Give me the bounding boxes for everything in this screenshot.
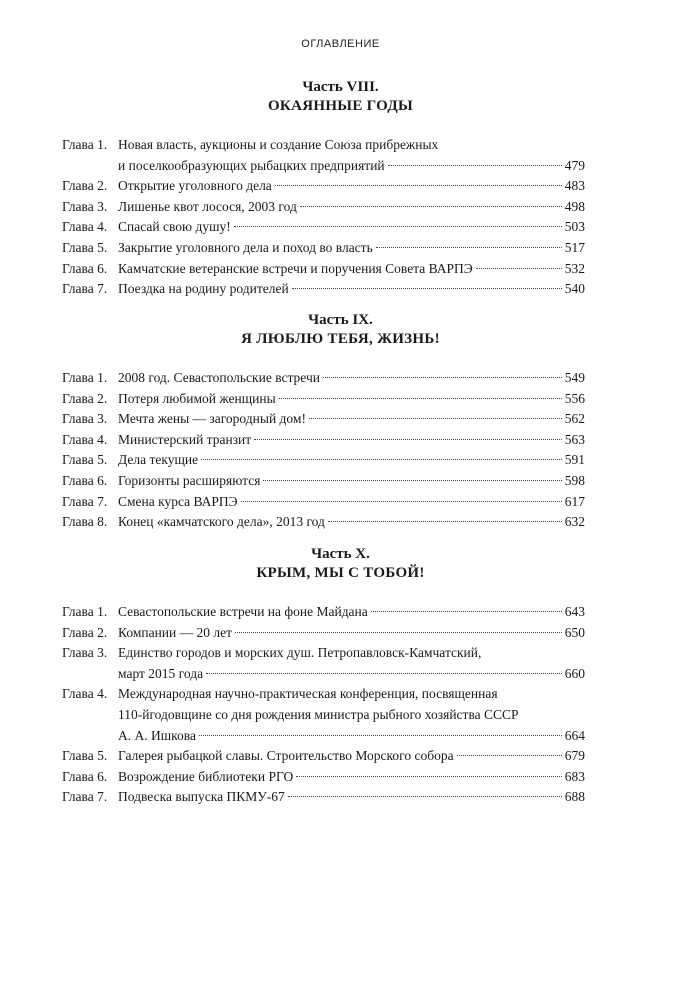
chapter-label: Глава 6. <box>62 260 108 276</box>
dot-leader <box>206 673 562 674</box>
dot-leader <box>323 377 562 378</box>
chapter-label: Глава 7. <box>62 493 108 509</box>
toc-entry-line[interactable] <box>0 135 681 156</box>
toc-entry-line[interactable] <box>0 197 681 218</box>
toc-entry[interactable] <box>118 726 585 747</box>
chapter-label: Глава 6. <box>62 768 108 784</box>
toc-entry[interactable] <box>62 492 585 513</box>
part-title: КРЫМ, МЫ С ТОБОЙ! <box>256 565 425 581</box>
page-number: 556 <box>564 390 585 406</box>
chapter-title: март 2015 года <box>118 665 204 681</box>
chapter-title: Галерея рыбацкой славы. Строительство Морского собора <box>118 748 454 764</box>
toc-entry-line[interactable] <box>0 259 681 280</box>
dot-leader <box>279 398 562 399</box>
page-number: 532 <box>564 260 585 276</box>
chapter-title: Новая власть, аукционы и создание Союза прибрежных <box>118 137 439 152</box>
part-heading <box>0 78 681 116</box>
toc-entry[interactable] <box>62 767 585 788</box>
chapter-title: Спасай свою душу! <box>118 219 231 235</box>
chapter-label: Глава 3. <box>62 645 108 661</box>
chapter-title: Потеря любимой женщины <box>118 390 276 406</box>
chapter-title: Горизонты расширяются <box>118 472 261 488</box>
dot-leader <box>201 459 562 460</box>
chapter-title: Камчатские ветеранские встречи и поручения Совета ВАРПЭ <box>118 260 473 276</box>
toc-entry-line[interactable] <box>0 176 681 197</box>
part-number: Часть IX. <box>308 312 373 328</box>
toc-part <box>0 311 681 533</box>
page-number: 503 <box>564 219 585 235</box>
page-number: 650 <box>564 624 585 640</box>
dot-leader <box>235 632 562 633</box>
toc-entry[interactable] <box>62 787 585 808</box>
page-number: 479 <box>564 157 585 173</box>
page-number: 562 <box>564 411 585 427</box>
page-number: 643 <box>564 604 585 619</box>
toc-part <box>0 545 681 808</box>
toc-entry[interactable] <box>62 623 585 644</box>
page-number: 598 <box>564 472 585 488</box>
chapter-label: Глава 5. <box>62 239 108 255</box>
dot-leader <box>457 755 562 756</box>
chapter-label: Глава 8. <box>62 514 108 530</box>
dot-leader <box>292 288 562 289</box>
page-number: 632 <box>564 514 585 530</box>
toc-entry[interactable] <box>62 450 585 471</box>
chapter-label: Глава 4. <box>62 219 108 235</box>
toc-entry-line[interactable] <box>0 602 681 623</box>
chapter-title: Подвеска выпуска ПКМУ-67 <box>118 789 285 805</box>
running-head: ОГЛАВЛЕНИЕ <box>301 38 380 50</box>
part-number: Часть VIII. <box>302 79 379 95</box>
page-number: 679 <box>564 748 585 764</box>
dot-leader <box>371 611 562 612</box>
page-number: 517 <box>564 239 585 255</box>
toc-entry[interactable] <box>62 512 585 533</box>
toc-entry-line[interactable] <box>0 217 681 238</box>
toc-entry-line[interactable] <box>0 746 681 767</box>
chapter-label: Глава 5. <box>62 748 108 764</box>
chapter-title: и поселкообразующих рыбацких предприятий <box>118 157 385 173</box>
chapter-title: 2008 год. Севастопольские встречи <box>118 370 320 385</box>
page-number: 483 <box>564 178 585 194</box>
chapter-label: Глава 2. <box>62 624 108 640</box>
toc-entry[interactable] <box>62 238 585 259</box>
page-number: 664 <box>564 727 585 743</box>
chapter-title: Смена курса ВАРПЭ <box>118 493 238 509</box>
toc-entry[interactable] <box>62 471 585 492</box>
chapter-label: Глава 3. <box>62 198 108 214</box>
chapter-title: Лишенье квот лосося, 2003 год <box>118 198 297 214</box>
toc-entry-line[interactable] <box>0 492 681 513</box>
chapter-label: Глава 1. <box>62 370 108 385</box>
toc-entry-line[interactable] <box>0 623 681 644</box>
dot-leader <box>296 776 562 777</box>
toc-entry-line[interactable] <box>0 156 681 177</box>
chapter-label: Глава 7. <box>62 789 108 805</box>
dot-leader <box>376 247 562 248</box>
toc-entry-line[interactable] <box>0 430 681 451</box>
dot-leader <box>288 796 562 797</box>
page-number: 540 <box>564 281 585 297</box>
chapter-label: Глава 2. <box>62 178 108 194</box>
chapter-title: Закрытие уголовного дела и поход во власть <box>118 239 373 255</box>
toc-entry-line[interactable] <box>0 664 681 685</box>
page-number: 683 <box>564 768 585 784</box>
toc-entry-line[interactable] <box>0 279 681 300</box>
chapter-label: Глава 2. <box>62 390 108 406</box>
part-number: Часть X. <box>311 546 370 562</box>
dot-leader <box>300 206 562 207</box>
toc-entry[interactable] <box>62 176 585 197</box>
toc-entry[interactable] <box>62 389 585 410</box>
chapter-title: Открытие уголовного дела <box>118 178 272 194</box>
chapter-title: Дела текущие <box>118 452 199 468</box>
toc-entry[interactable] <box>62 430 585 451</box>
chapter-label: Глава 1. <box>62 137 108 152</box>
toc-entry[interactable] <box>118 664 585 685</box>
chapter-label: Глава 5. <box>62 452 108 468</box>
chapter-title: Конец «камчатского дела», 2013 год <box>118 514 325 530</box>
dot-leader <box>275 185 562 186</box>
chapter-title: Единство городов и морских душ. Петропавловск-Камчатский, <box>118 645 482 661</box>
dot-leader <box>254 439 562 440</box>
toc-entry[interactable] <box>62 217 585 238</box>
dot-leader <box>263 480 561 481</box>
toc-entry[interactable] <box>62 746 585 767</box>
page-number: 591 <box>564 452 585 468</box>
page-number: 660 <box>564 665 585 681</box>
toc-entry-line[interactable] <box>0 471 681 492</box>
chapter-title: 110-йгодовщине со дня рождения министра рыбного хозяйства СССР <box>118 706 519 722</box>
dot-leader <box>199 735 562 736</box>
dot-leader <box>234 226 562 227</box>
dot-leader <box>241 501 562 502</box>
toc-entry-line[interactable] <box>0 450 681 471</box>
toc-entry[interactable] <box>62 197 585 218</box>
dot-leader <box>328 521 562 522</box>
chapter-label: Глава 4. <box>62 431 108 447</box>
chapter-list <box>0 368 681 533</box>
toc-entry[interactable] <box>118 156 585 177</box>
chapter-list <box>0 602 681 808</box>
toc-entry-line[interactable] <box>0 684 681 705</box>
dot-leader <box>309 418 562 419</box>
toc-entry[interactable] <box>62 409 585 430</box>
chapter-label: Глава 1. <box>62 604 108 619</box>
toc-entry-line[interactable] <box>0 389 681 410</box>
toc-entry-line[interactable] <box>0 238 681 259</box>
part-title: ОКАЯННЫЕ ГОДЫ <box>267 98 414 114</box>
toc-entry-line[interactable] <box>0 705 681 726</box>
part-title: Я ЛЮБЛЮ ТЕБЯ, ЖИЗНЬ! <box>241 331 440 347</box>
toc-entry-line[interactable] <box>0 409 681 430</box>
toc-entry[interactable] <box>62 259 585 280</box>
part-heading <box>0 311 681 349</box>
chapter-title: Компании — 20 лет <box>118 624 233 640</box>
page-number: 549 <box>564 370 585 385</box>
page-number: 617 <box>564 493 585 509</box>
chapter-title: Мечта жены — загородный дом! <box>118 411 306 427</box>
chapter-title: Международная научно-практическая конференция, посвященная <box>118 686 498 702</box>
page-number: 688 <box>564 789 585 805</box>
chapter-title: Министерский транзит <box>118 431 252 447</box>
chapter-label: Глава 4. <box>62 686 108 702</box>
dot-leader <box>388 165 562 166</box>
toc-entry-line[interactable] <box>0 767 681 788</box>
page-number: 498 <box>564 198 585 214</box>
chapter-label: Глава 3. <box>62 411 108 427</box>
chapter-title: Поездка на родину родителей <box>118 281 289 297</box>
chapter-list <box>0 135 681 300</box>
toc-entry-line[interactable] <box>0 643 681 664</box>
toc-entry[interactable] <box>62 368 585 389</box>
chapter-label: Глава 7. <box>62 281 108 297</box>
chapter-title: Севастопольские встречи на фоне Майдана <box>118 604 368 619</box>
part-heading <box>0 545 681 583</box>
toc-entry[interactable] <box>62 279 585 300</box>
toc-entry[interactable] <box>62 602 585 623</box>
toc-part <box>0 78 681 300</box>
dot-leader <box>476 268 562 269</box>
toc-entry-line[interactable] <box>0 368 681 389</box>
chapter-label: Глава 6. <box>62 472 108 488</box>
page-number: 563 <box>564 431 585 447</box>
chapter-title: Возрождение библиотеки РГО <box>118 768 294 784</box>
toc-entry-line[interactable] <box>0 512 681 533</box>
chapter-title: А. А. Ишкова <box>118 727 196 743</box>
toc-entry-line[interactable] <box>0 787 681 808</box>
toc-entry-line[interactable] <box>0 726 681 747</box>
